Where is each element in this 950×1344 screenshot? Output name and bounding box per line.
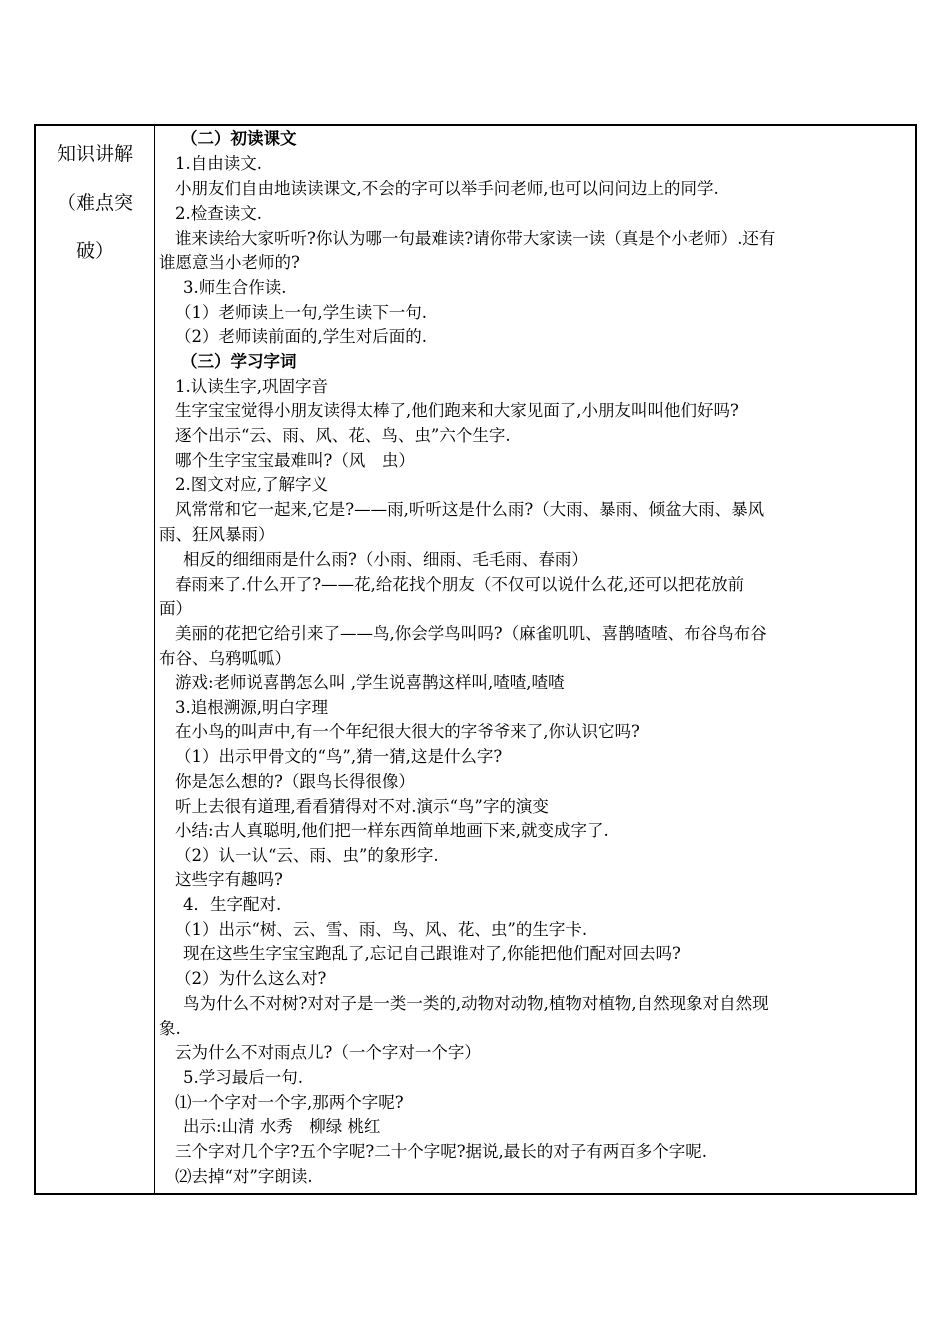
content-line: 1.自由读文. [175, 154, 262, 173]
content-line: （2）认一认“云、雨、虫”的象形字. [175, 846, 439, 865]
content-line: （1）出示甲骨文的“鸟”,猜一猜,这是什么字? [175, 747, 503, 766]
content-line: （1）老师读上一句,学生读下一句. [175, 303, 427, 322]
content-line: 象. [159, 1019, 181, 1038]
content-line: 三个字对几个字?五个字呢?二十个字呢?据说,最长的对子有两百多个字呢. [175, 1142, 708, 1161]
content-line: 相反的细细雨是什么雨?（小雨、细雨、毛毛雨、春雨） [183, 550, 588, 569]
column-divider [154, 126, 155, 1193]
content-line: 布谷、乌鸦呱呱） [159, 649, 291, 668]
section-heading: （二）初读课文 [181, 129, 297, 148]
content-line: 小结:古人真聪明,他们把一样东西简单地画下来,就变成字了. [175, 821, 609, 840]
content-line: 风常常和它一起来,它是?——雨,听听这是什么雨?（大雨、暴雨、倾盆大雨、暴风 [175, 500, 765, 519]
content-line: 5.学习最后一句. [183, 1068, 303, 1087]
content-line: 3.师生合作读. [183, 278, 287, 297]
content-line: （2）老师读前面的,学生对后面的. [175, 327, 427, 346]
section-label-line-2: （难点突 [56, 192, 133, 214]
content-line: 小朋友们自由地读读课文,不会的字可以举手问老师,也可以问问边上的同学. [175, 179, 719, 198]
content-line: 听上去很有道理,看看猜得对不对.演示“鸟”字的演变 [175, 797, 549, 816]
content-line: 现在这些生字宝宝跑乱了,忘记自己跟谁对了,你能把他们配对回去吗? [183, 944, 681, 963]
content-line: 你是怎么想的?（跟鸟长得很像） [175, 772, 415, 791]
content-line: ⑴一个字对一个字,那两个字呢? [175, 1093, 404, 1112]
content-line: 4．生字配对. [183, 895, 282, 914]
content-line: 美丽的花把它给引来了——鸟,你会学鸟叫吗?（麻雀叽叽、喜鹊喳喳、布谷鸟布谷 [175, 624, 767, 643]
content-line: 谁愿意当小老师的? [159, 253, 300, 272]
content-line: 出示:山清 水秀 柳绿 桃红 [183, 1117, 381, 1136]
content-line: 逐个出示“云、雨、风、花、鸟、虫”六个生字. [175, 426, 511, 445]
section-label-line-1: 知识讲解 [56, 143, 133, 165]
lesson-table [34, 124, 917, 1195]
content-line: 春雨来了.什么开了?——花,给花找个朋友（不仅可以说什么花,还可以把花放前 [175, 575, 745, 594]
content-line: 雨、狂风暴雨） [159, 525, 275, 544]
section-heading: （三）学习字词 [181, 352, 297, 371]
content-line: 在小鸟的叫声中,有一个年纪很大很大的字爷爷来了,你认识它吗? [175, 722, 640, 741]
content-line: 游戏:老师说喜鹊怎么叫 ,学生说喜鹊这样叫,喳喳,喳喳 [175, 673, 565, 692]
content-line: （2）为什么这么对? [175, 969, 327, 988]
content-line: ⑵去掉“对”字朗读. [175, 1167, 313, 1186]
content-line: 1.认读生字,巩固字音 [175, 377, 328, 396]
content-line: 面） [159, 599, 192, 618]
content-line: 2.图文对应,了解字义 [175, 475, 328, 494]
content-line: （1）出示“树、云、雪、雨、鸟、风、花、虫”的生字卡. [175, 920, 588, 939]
content-line: 2.检查读文. [175, 204, 262, 223]
content-line: 生字宝宝觉得小朋友读得太棒了,他们跑来和大家见面了,小朋友叫叫他们好吗? [175, 401, 739, 420]
content-line: 云为什么不对雨点儿?（一个字对一个字） [175, 1043, 481, 1062]
content-line: 3.追根溯源,明白字理 [175, 698, 328, 717]
section-label-line-3: 破） [75, 240, 114, 262]
content-line: 哪个生字宝宝最难叫?（风 虫） [175, 451, 415, 470]
content-line: 这些字有趣吗? [175, 870, 283, 889]
content-line: 谁来读给大家听听?你认为哪一句最难读?请你带大家读一读（真是个小老师）.还有 [175, 229, 776, 248]
content-line: 鸟为什么不对树?对对子是一类一类的,动物对动物,植物对植物,自然现象对自然现 [183, 994, 769, 1013]
